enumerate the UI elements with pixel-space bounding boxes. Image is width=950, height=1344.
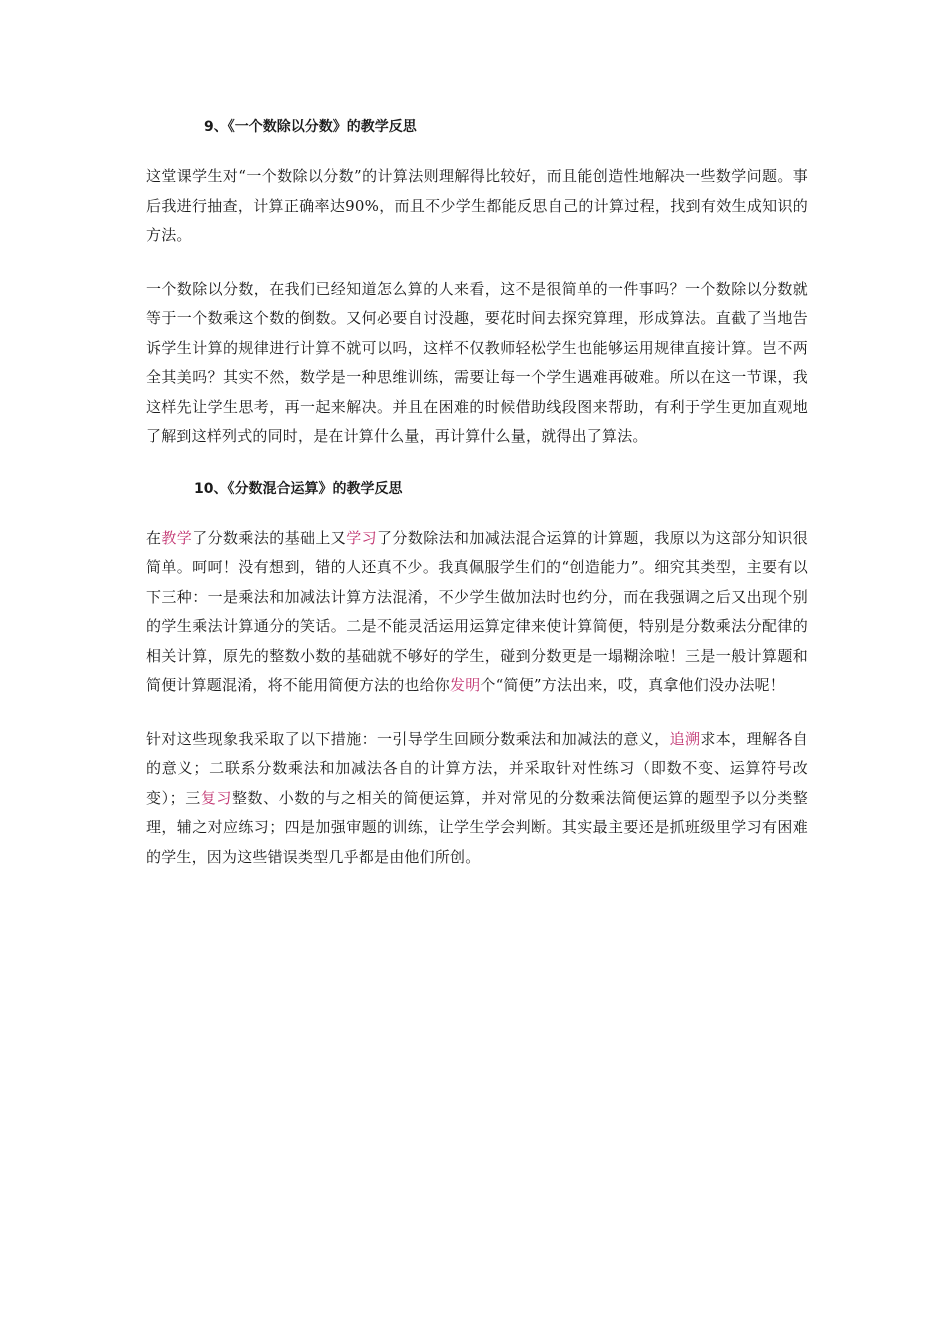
section-heading-9: 9、《一个数除以分数》的教学反思 <box>204 119 417 135</box>
link-xuexi[interactable]: 学习 <box>346 528 378 547</box>
text-run: 在 <box>146 528 162 547</box>
document-page <box>146 114 808 896</box>
link-fuxi[interactable]: 复习 <box>200 788 232 807</box>
text-run: 这堂课学生对“一个数除以分数”的计算法则理解得比较好，而且能创造性地解决一些数学问题。事后我进行抽查，计算正确率达90%，而且不少学生都能反思自己的计算过程，找到有效生成知识的方法。 <box>146 167 808 244</box>
link-faming[interactable]: 发明 <box>450 676 481 694</box>
section-heading-10: 10、《分数混合运算》的教学反思 <box>194 480 403 497</box>
text-run: 一个数除以分数，在我们已经知道怎么算的人来看，这不是很简单的一件事吗？一个数除以分数就等于一个数乘这个数的倒数。又何必要自讨没趣，要花时间去探究算理，形成算法。直截了当地告诉学生计算的规律进行计算不就可以吗，这样不仅教师轻松学生也能够运用规律直接计算。岂不两全其美吗？其实不然，数学是一种思维训练，需要让每一个学生遇难再破难。所以在这一节课，我这样先让学生思考，再一起来解决。并且在困难的时候借助线段图来帮助，有利于学生更加直观地了解到这样列式的同时，是在计算什么量，再计算什么量，就得出了算法。 <box>146 279 808 445</box>
text-run: 了分数除法和加减法混合运算的计算题，我原以为这部分知识很简单。呵呵！没有想到，错的人还真不少。我真佩服学生们的“创造能力”。细究其类型，主要有以下三种：一是乘法和加减法计算方法混淆，不少学生做加法时也约分，而在我强调之后又出现个别的学生乘法计算通分的笑话。二是不能灵活运用运算定律来使计算简便，特别是分数乘法分配律的相关计算，原先的整数小数的基础就不够好的学生，碰到分数更是一塌糊涂啦！三是一般计算题和简便计算题混淆，将不能用简便方法的也给你 <box>146 528 809 694</box>
paragraph <box>146 162 808 251</box>
paragraph <box>146 524 808 701</box>
paragraph <box>146 275 808 452</box>
text-run: 求本，理解各自的意义；二联系分数乘法和加减法各自的计算方法，并采取针对性练习（即数不变、运算符号改变）；三 <box>146 729 809 807</box>
paragraph <box>146 725 808 873</box>
text-run: 个“简便”方法出来，哎，真拿他们没办法呢！ <box>480 676 785 694</box>
text-run: 整数、小数的与之相关的简便运算，并对常见的分数乘法简便运算的题型予以分类整理，辅之对应练习；四是加强审题的训练，让学生学会判断。其实最主要还是抓班级里学习有困难的学生，因为这些错误类型几乎都是由他们所创。 <box>146 788 808 866</box>
link-jiaoxue[interactable]: 教学 <box>161 528 193 547</box>
text-run: 了分数乘法的基础上又 <box>192 528 347 547</box>
link-zhuisu[interactable]: 追溯 <box>669 729 701 748</box>
text-run: 针对这些现象我采取了以下措施：一引导学生回顾分数乘法和加减法的意义， <box>146 729 670 748</box>
